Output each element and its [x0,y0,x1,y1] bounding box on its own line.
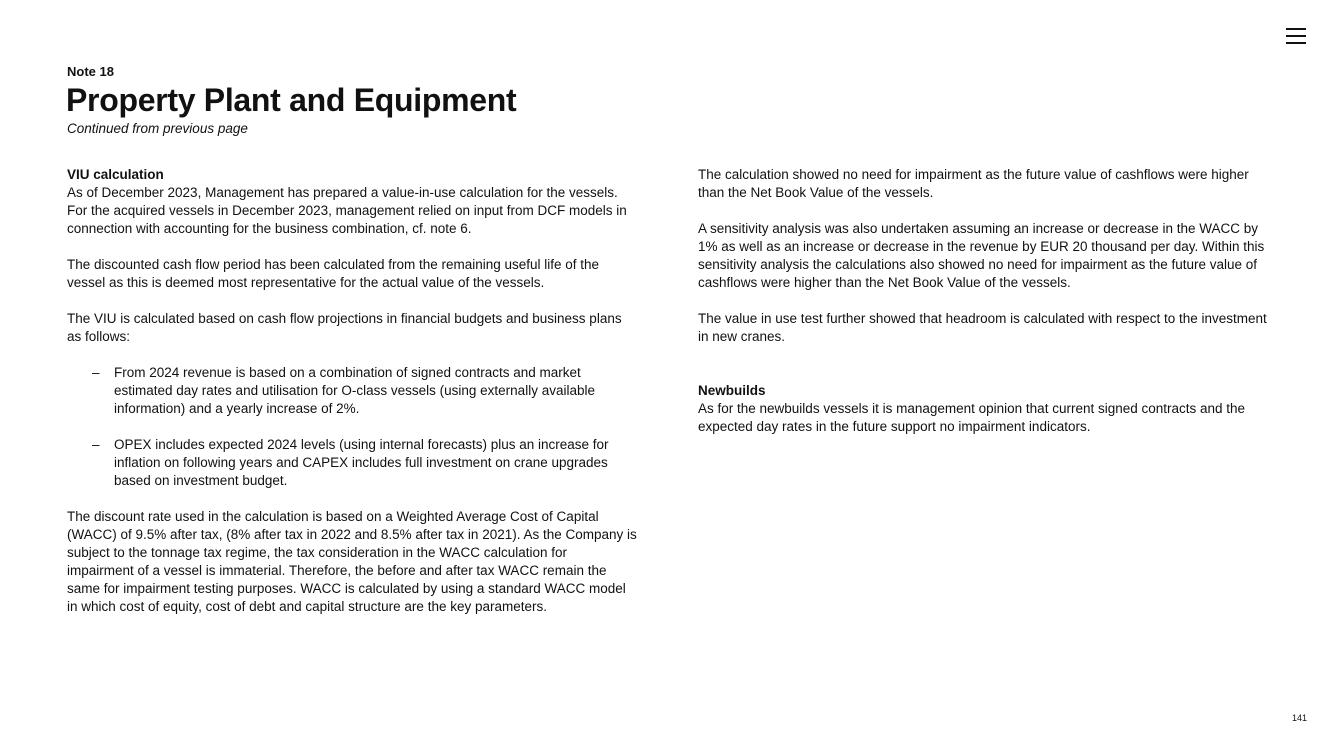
page-number: 141 [1292,713,1308,723]
menu-bar [1286,42,1306,44]
bullet-dash: – [92,437,100,452]
newbuilds-heading: Newbuilds [698,383,766,398]
page-title: Property Plant and Equipment [66,82,517,118]
viu-calculation-heading: VIU calculation [67,167,164,182]
right-column [698,166,1268,454]
paragraph: A sensitivity analysis was also undertaken assuming an increase or decrease in the WACC by 1% as well as an increase or decrease in the revenue by EUR 20 thousand per day. Within this sensitivity analysis the calculations also showed no need for impairment as the future value of cashflows were higher than the Net Book Value of the vessels. [698,221,1265,290]
menu-bar [1286,35,1306,37]
paragraph: The calculation showed no need for impairment as the future value of cashflows were higher than the Net Book Value of the vessels. [698,167,1249,200]
subtitle: Continued from previous page [67,121,248,136]
list-item [67,436,637,490]
paragraph: The discounted cash flow period has been calculated from the remaining useful life of the vessel as this is deemed most representative for the actual value of the vessels. [67,257,600,290]
paragraph: As for the newbuilds vessels it is management opinion that current signed contracts and the expected day rates in the future support no impairment indicators. [698,401,1246,434]
list-item-text: OPEX includes expected 2024 levels (using internal forecasts) plus an increase for inflation on following years and CAPEX includes full investment on crane upgrades based on investment budget. [114,437,609,488]
hamburger-menu-icon[interactable] [1286,27,1306,45]
bullet-dash: – [92,365,100,380]
list-item-text: From 2024 revenue is based on a combination of signed contracts and market estimated day rates and utilisation for O-class vessels (using externally available information) and a yearly increase of 2%. [114,365,595,416]
menu-bar [1286,28,1306,30]
paragraph: The VIU is calculated based on cash flow projections in financial budgets and business plans as follows: [67,311,622,344]
paragraph: As of December 2023, Management has prepared a value-in-use calculation for the vessels. For the acquired vessels in December 2023, management relied on input from DCF models in connection with accounting for the business combination, cf. note 6. [67,185,627,236]
bullet-list [67,364,637,490]
note-label: Note 18 [67,64,114,79]
spacer [698,364,1268,382]
paragraph: The value in use test further showed that headroom is calculated with respect to the investment in new cranes. [698,311,1267,344]
left-column [67,166,637,634]
paragraph: The discount rate used in the calculation is based on a Weighted Average Cost of Capital (WACC) of 9.5% after tax, (8% after tax in 2022 and 8.5% after tax in 2021). As the Company is subject to the tonnage tax regime, the tax consideration in the WACC calculation for impairment of a vessel is immaterial. Therefore, the before and after tax WACC remain the same for impairment testing purposes. WACC is calculated by using a standard WACC model in which cost of equity, cost of debt and capital structure are the key parameters. [67,509,637,614]
list-item [67,364,637,418]
